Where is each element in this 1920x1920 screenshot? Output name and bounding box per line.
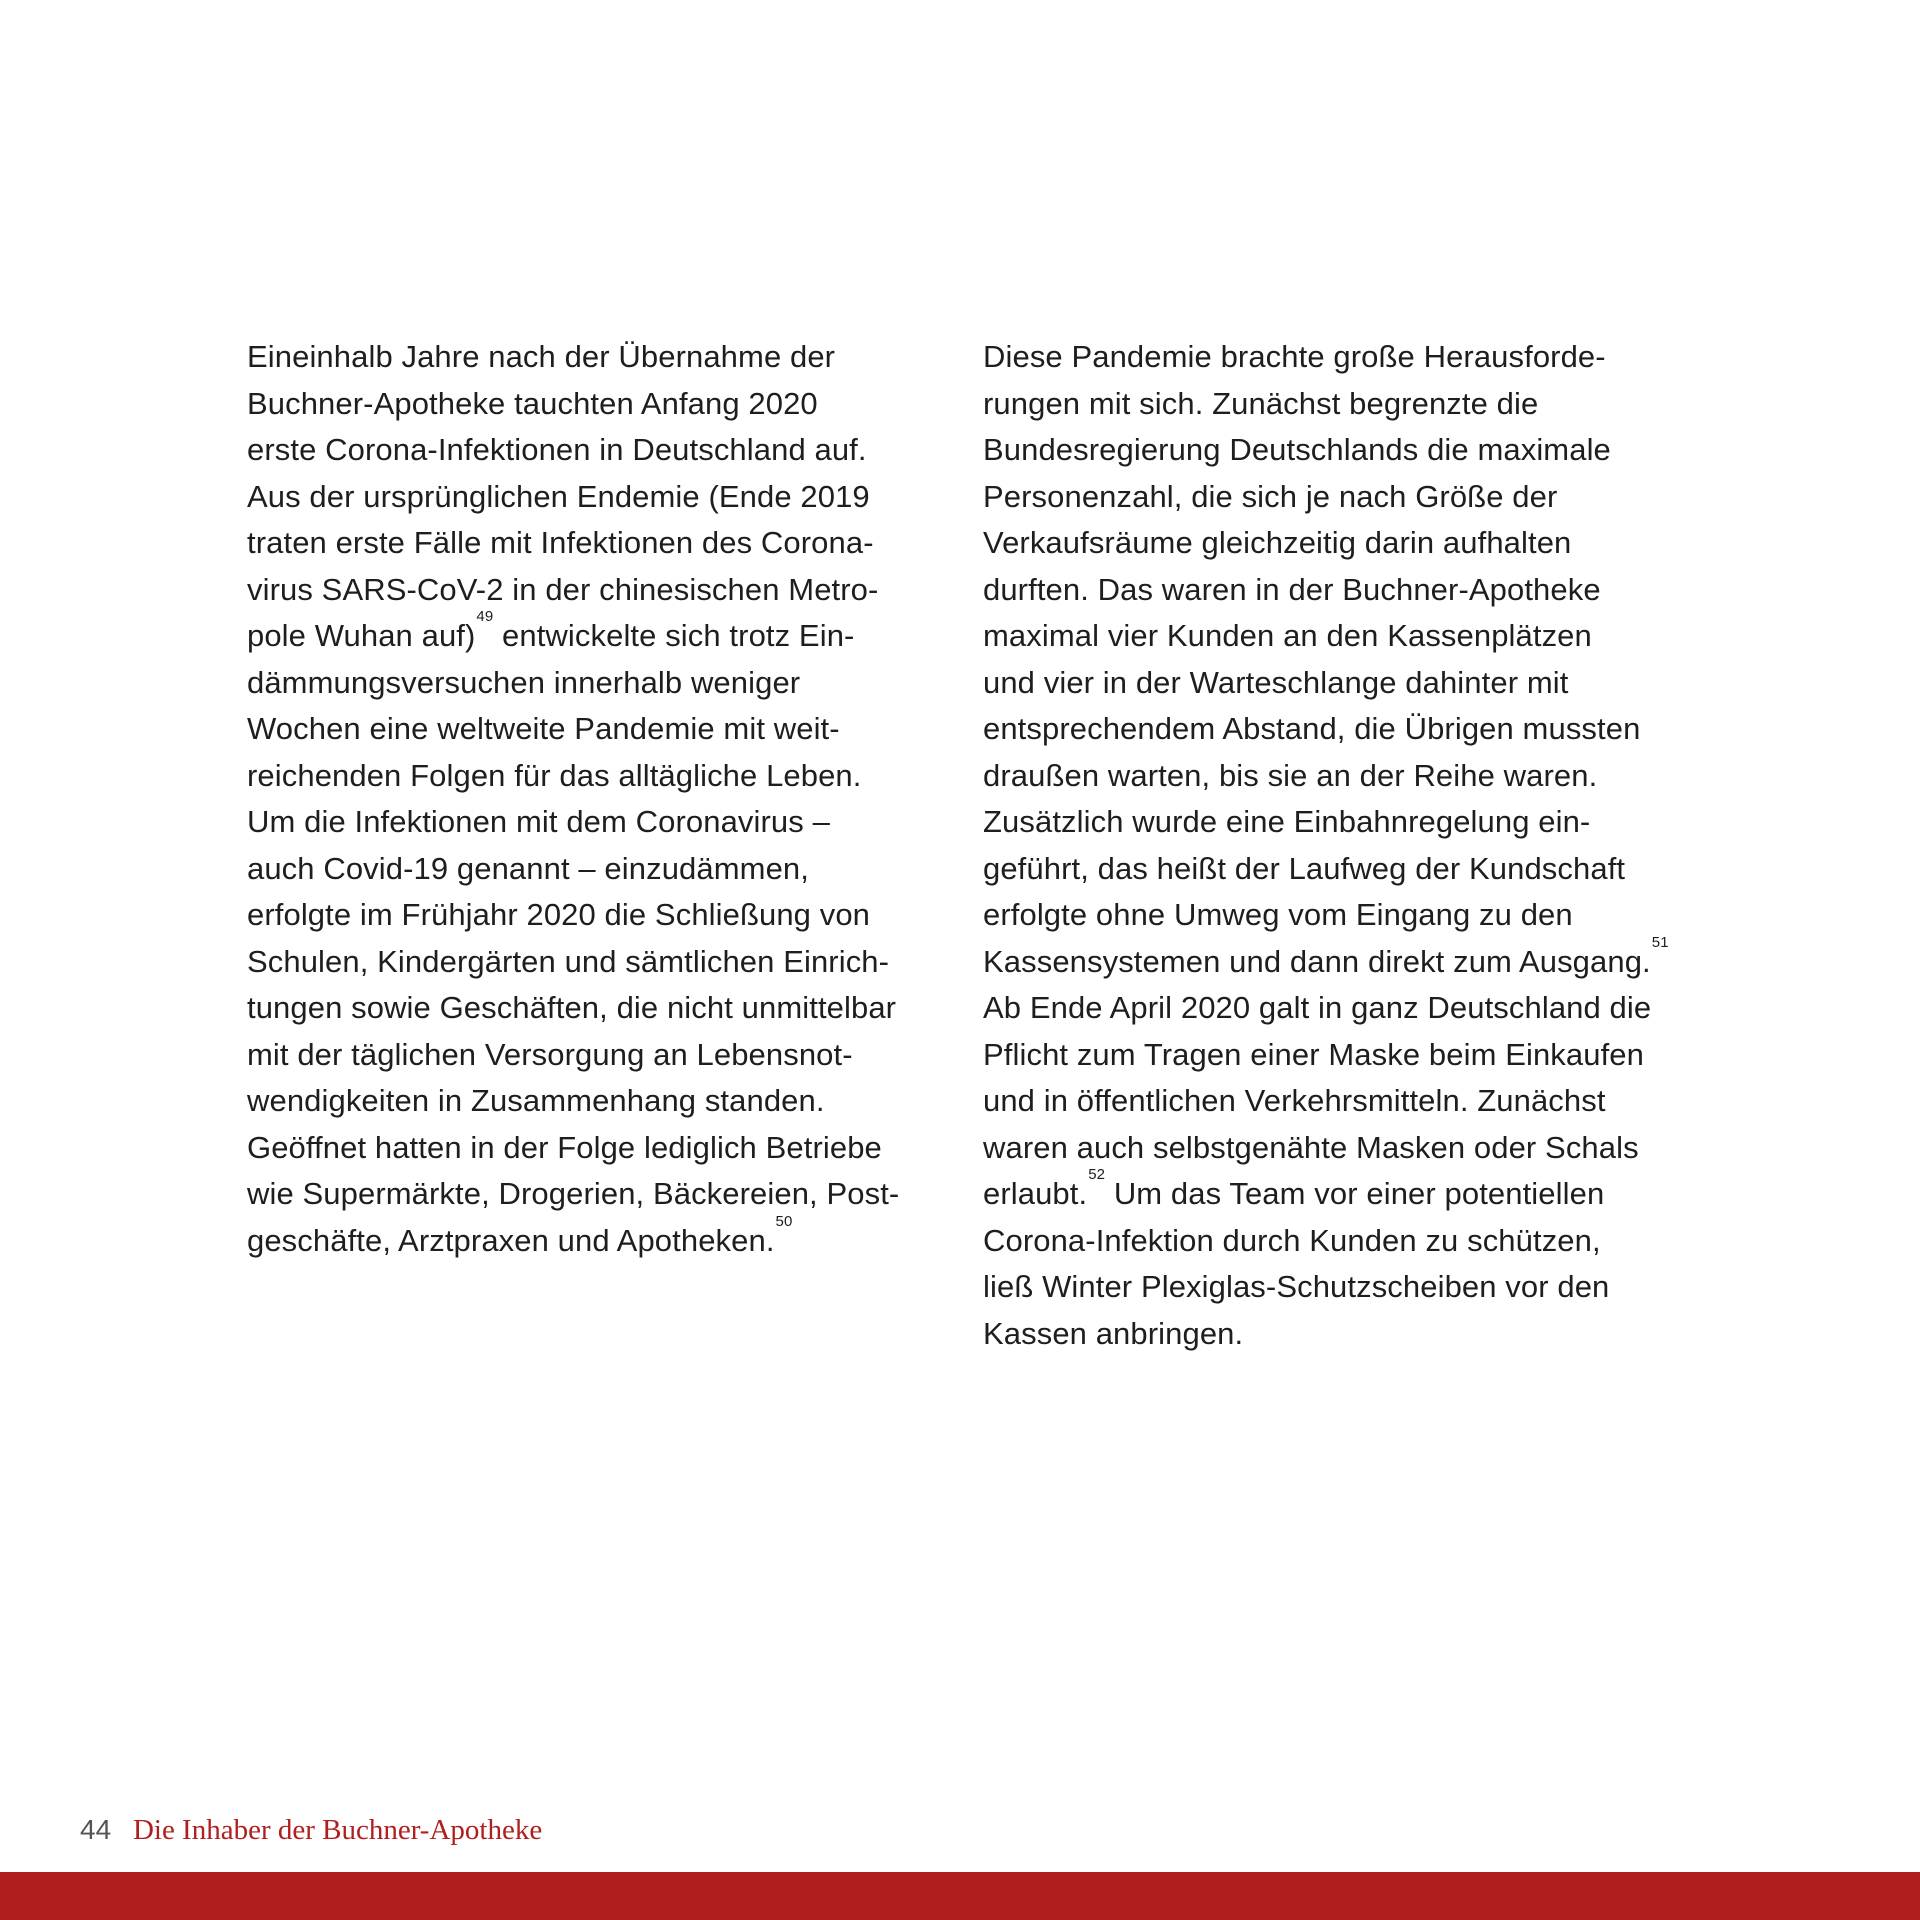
body-line: Geöffnet hatten in der Folge lediglich Betriebe	[247, 1129, 882, 1165]
body-line: dämmungsversuchen innerhalb weniger	[247, 664, 801, 700]
body-line: Ab Ende April 2020 galt in ganz Deutschland die	[983, 990, 1652, 1025]
body-line: und vier in der Warteschlange dahinter mit	[983, 664, 1569, 700]
bottom-accent-bar	[0, 1872, 1920, 1920]
body-line: rungen mit sich. Zunächst begrenzte die	[983, 385, 1539, 421]
body-line: Aus der ursprünglichen Endemie (Ende 2019	[247, 478, 870, 514]
body-text-fragment: Um das Team vor einer potentiellen	[1113, 1176, 1605, 1211]
body-text-fragment: geschäfte, Arztpraxen und Apotheken.	[247, 1222, 775, 1258]
body-line: reichenden Folgen für das alltägliche Leben.	[247, 757, 862, 793]
body-line: Diese Pandemie brachte große Herausforde-	[983, 339, 1606, 374]
body-line	[983, 933, 1683, 986]
body-line	[247, 1212, 937, 1265]
footnote-marker[interactable]: 50	[775, 1212, 793, 1230]
body-line: mit der täglichen Versorgung an Lebensnot-	[247, 1036, 853, 1072]
body-line: entsprechendem Abstand, die Übrigen mussten	[983, 711, 1641, 746]
body-line: waren auch selbstgenähte Masken oder Schals	[983, 1129, 1639, 1165]
body-line: draußen warten, bis sie an der Reihe waren.	[983, 757, 1598, 793]
page-footer	[80, 1810, 542, 1850]
footnote-marker[interactable]: 49	[476, 608, 494, 625]
body-line: und in öffentlichen Verkehrsmitteln. Zunächst	[983, 1083, 1606, 1118]
body-line: Verkaufsräume gleichzeitig darin aufhalten	[983, 525, 1572, 560]
body-line: Buchner-Apotheke tauchten Anfang 2020	[247, 385, 818, 421]
right-text-column	[983, 334, 1683, 1357]
body-text-fragment: entwickelte sich trotz Ein-	[502, 618, 855, 653]
body-line: geführt, das heißt der Laufweg der Kundschaft	[983, 850, 1626, 886]
body-line: virus SARS-CoV-2 in der chinesischen Metro-	[247, 571, 879, 607]
left-text-column	[247, 334, 937, 1264]
body-line: tungen sowie Geschäften, die nicht unmittelbar	[247, 990, 897, 1025]
footnote-marker[interactable]: 52	[1088, 1166, 1106, 1183]
body-line: traten erste Fälle mit Infektionen des Corona-	[247, 525, 874, 560]
body-line: Personenzahl, die sich je nach Größe der	[983, 478, 1558, 514]
body-line: erste Corona-Infektionen in Deutschland auf.	[247, 432, 867, 467]
body-line: Corona-Infektion durch Kunden zu schützen,	[983, 1222, 1601, 1258]
body-text-fragment: erlaubt.	[983, 1176, 1088, 1211]
body-line: Kassen anbringen.	[983, 1315, 1244, 1351]
body-line: erfolgte ohne Umweg vom Eingang zu den	[983, 897, 1573, 932]
body-line: erfolgte im Frühjahr 2020 die Schließung von	[247, 897, 871, 932]
body-line: Bundesregierung Deutschlands die maximale	[983, 432, 1611, 467]
body-line	[983, 1166, 1683, 1218]
body-line: wie Supermärkte, Drogerien, Bäckereien, Post-	[247, 1176, 900, 1211]
running-title: Die Inhaber der Buchner-Apotheke	[132, 1814, 543, 1846]
page-number: 44	[80, 1814, 112, 1845]
body-line	[247, 608, 937, 660]
body-line: Pflicht zum Tragen einer Maske beim Einkaufen	[983, 1036, 1644, 1072]
body-line: Wochen eine weltweite Pandemie mit weit-	[247, 711, 840, 746]
body-line: Zusätzlich wurde eine Einbahnregelung ein-	[983, 804, 1591, 839]
body-line: Um die Infektionen mit dem Coronavirus –	[247, 804, 830, 839]
body-line: durften. Das waren in der Buchner-Apotheke	[983, 571, 1601, 607]
body-line: wendigkeiten in Zusammenhang standen.	[247, 1083, 825, 1118]
body-line: auch Covid-19 genannt – einzudämmen,	[247, 850, 809, 886]
body-line: ließ Winter Plexiglas-Schutzscheiben vor den	[983, 1269, 1610, 1304]
body-text-fragment: pole Wuhan auf)	[247, 618, 476, 653]
body-line: maximal vier Kunden an den Kassenplätzen	[983, 618, 1592, 653]
body-text-fragment: Kassensystemen und dann direkt zum Ausgang.	[983, 943, 1651, 979]
body-line: Schulen, Kindergärten und sämtlichen Einrich-	[247, 943, 890, 979]
body-line: Eineinhalb Jahre nach der Übernahme der	[247, 339, 836, 374]
footnote-marker[interactable]: 51	[1651, 933, 1669, 951]
